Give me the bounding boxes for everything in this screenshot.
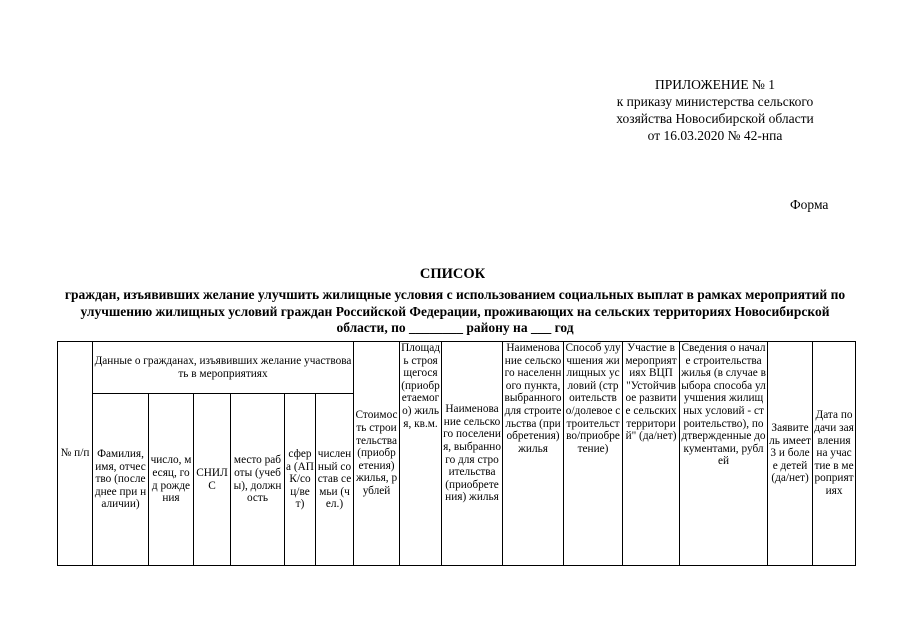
col-header-construction-start: Сведения о начале строительства жилья (в случае выбора способа улучшения жилищных условий - строительство), подтвержденные документами, рублей xyxy=(680,342,768,566)
col-header-area: Площадь строящегося (приобретаемого) жилья, кв.м. xyxy=(400,342,442,566)
col-header-vcp: Участие в мероприятиях ВЦП "Устойчивое развитие сельских территорий" (да/нет) xyxy=(623,342,680,566)
appendix-title: ПРИЛОЖЕНИЕ № 1 xyxy=(654,77,776,92)
citizens-list-table xyxy=(57,341,856,566)
col-header-family: численный состав семьи (чел.) xyxy=(316,394,354,566)
col-header-snils: СНИЛС xyxy=(194,394,231,566)
col-header-settlement: Наименование сельского поселения, выбранного для строительства (приобретения) жилья xyxy=(442,342,503,566)
col-header-method: Способ улучшения жилищных условий (строительство/долевое строительство/приобретение) xyxy=(564,342,623,566)
col-header-locality: Наименование сельского населенного пункта, выбранного для строительства (приобретения) жилья xyxy=(503,342,564,566)
col-header-dob: число, месяц, год рождения xyxy=(149,394,194,566)
appendix-date-line: от 16.03.2020 № 42-нпа xyxy=(647,128,783,143)
col-header-citizen-data: Данные о гражданах, изъявивших желание участвовать в мероприятиях xyxy=(93,342,354,394)
appendix-block xyxy=(590,76,840,144)
table-header-row-1 xyxy=(58,342,856,394)
col-header-date: Дата подачи заявления на участие в мероприятиях xyxy=(813,342,856,566)
col-header-children: Заявитель имеет 3 и более детей (да/нет) xyxy=(768,342,813,566)
document-subtitle: граждан, изъявивших желание улучшить жилищные условия с использованием социальных выплат в рамках мероприятий по улучшению жилищных условий граждан Российской Федерации, проживающих на сельских территориях Новосибирской области, по ________ району на ___ год xyxy=(64,287,846,335)
appendix-order-line: к приказу министерства сельского xyxy=(616,94,814,109)
col-header-work: место работы (учебы), должность xyxy=(231,394,285,566)
col-header-fio: Фамилия, имя, отчество (последнее при наличии) xyxy=(93,394,149,566)
form-label: Форма xyxy=(790,197,829,212)
appendix-ministry-line: хозяйства Новосибирской области xyxy=(616,111,814,126)
col-header-cost: Стоимость строительства (приобретения) жилья, рублей xyxy=(354,342,400,566)
col-header-number: № п/п xyxy=(58,342,93,566)
document-title: СПИСОК xyxy=(419,266,486,282)
col-header-sphere: сфера (АПК/соц/вет) xyxy=(285,394,316,566)
